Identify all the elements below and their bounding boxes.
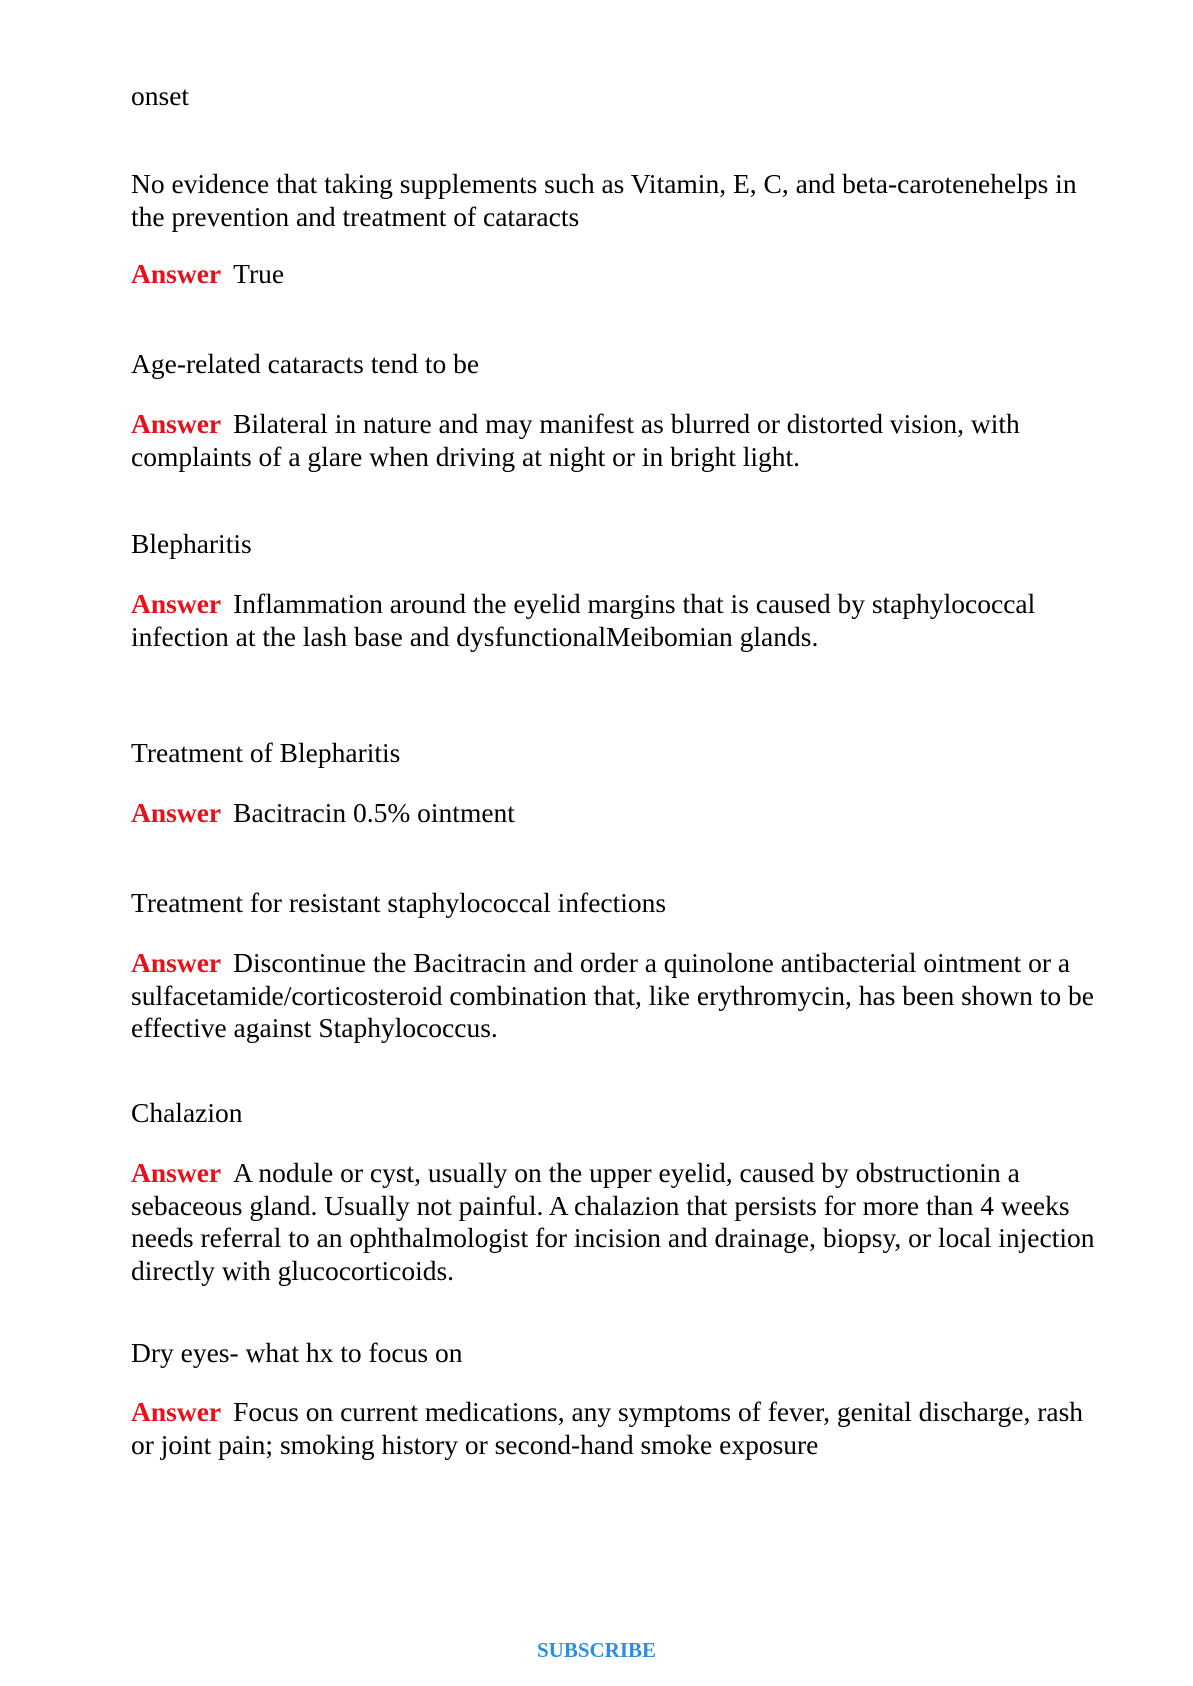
question-text: Chalazion bbox=[131, 1097, 243, 1128]
answer-label: Answer bbox=[131, 797, 222, 828]
answer-label: Answer bbox=[131, 588, 222, 619]
answer-text: Inflammation around the eyelid margins that is caused by staphylococcal infection at the lash base and dysfunctionalMeibomian glands. bbox=[131, 588, 1036, 652]
answer-block bbox=[131, 588, 1106, 653]
answer-block bbox=[131, 408, 1106, 473]
answer-block bbox=[131, 258, 1106, 291]
answer-label: Answer bbox=[131, 1396, 222, 1427]
question-text: Age-related cataracts tend to be bbox=[131, 348, 480, 379]
question-text: No evidence that taking supplements such as Vitamin, E, C, and beta-carotenehelps in the prevention and treatment of cataracts bbox=[131, 168, 1077, 232]
question-text: Blepharitis bbox=[131, 528, 252, 559]
answer-text: True bbox=[233, 258, 285, 289]
answer-label: Answer bbox=[131, 258, 222, 289]
answer-text: Focus on current medications, any symptoms of fever, genital discharge, rash or joint pain; smoking history or second-hand smoke exposure bbox=[131, 1396, 1084, 1460]
answer-block bbox=[131, 1157, 1106, 1287]
answer-block bbox=[131, 947, 1106, 1045]
answer-text: Discontinue the Bacitracin and order a quinolone antibacterial ointment or a sulfacetamide/corticosteroid combination that, like erythromycin, has been shown to be effective against Staphylococcus. bbox=[131, 947, 1094, 1043]
answer-label: Answer bbox=[131, 1157, 222, 1188]
subscribe-link[interactable]: SUBSCRIBE bbox=[536, 1638, 657, 1662]
answer-label: Answer bbox=[131, 408, 222, 439]
answer-text: Bacitracin 0.5% ointment bbox=[233, 797, 515, 828]
question-text: Treatment for resistant staphylococcal infections bbox=[131, 887, 667, 918]
answer-block bbox=[131, 797, 1106, 830]
answer-label: Answer bbox=[131, 947, 222, 978]
answer-block bbox=[131, 1396, 1106, 1461]
question-text: Treatment of Blepharitis bbox=[131, 737, 401, 768]
question-text: onset bbox=[131, 80, 190, 111]
question-text: Dry eyes- what hx to focus on bbox=[131, 1337, 463, 1368]
answer-text: A nodule or cyst, usually on the upper eyelid, caused by obstructionin a sebaceous gland. Usually not painful. A chalazion that persists for more than 4 weeks needs referral to an ophthalmologist for incision and drainage, biopsy, or local injection directly with glucocorticoids. bbox=[131, 1157, 1095, 1286]
answer-text: Bilateral in nature and may manifest as blurred or distorted vision, with complaints of a glare when driving at night or in bright light. bbox=[131, 408, 1020, 472]
